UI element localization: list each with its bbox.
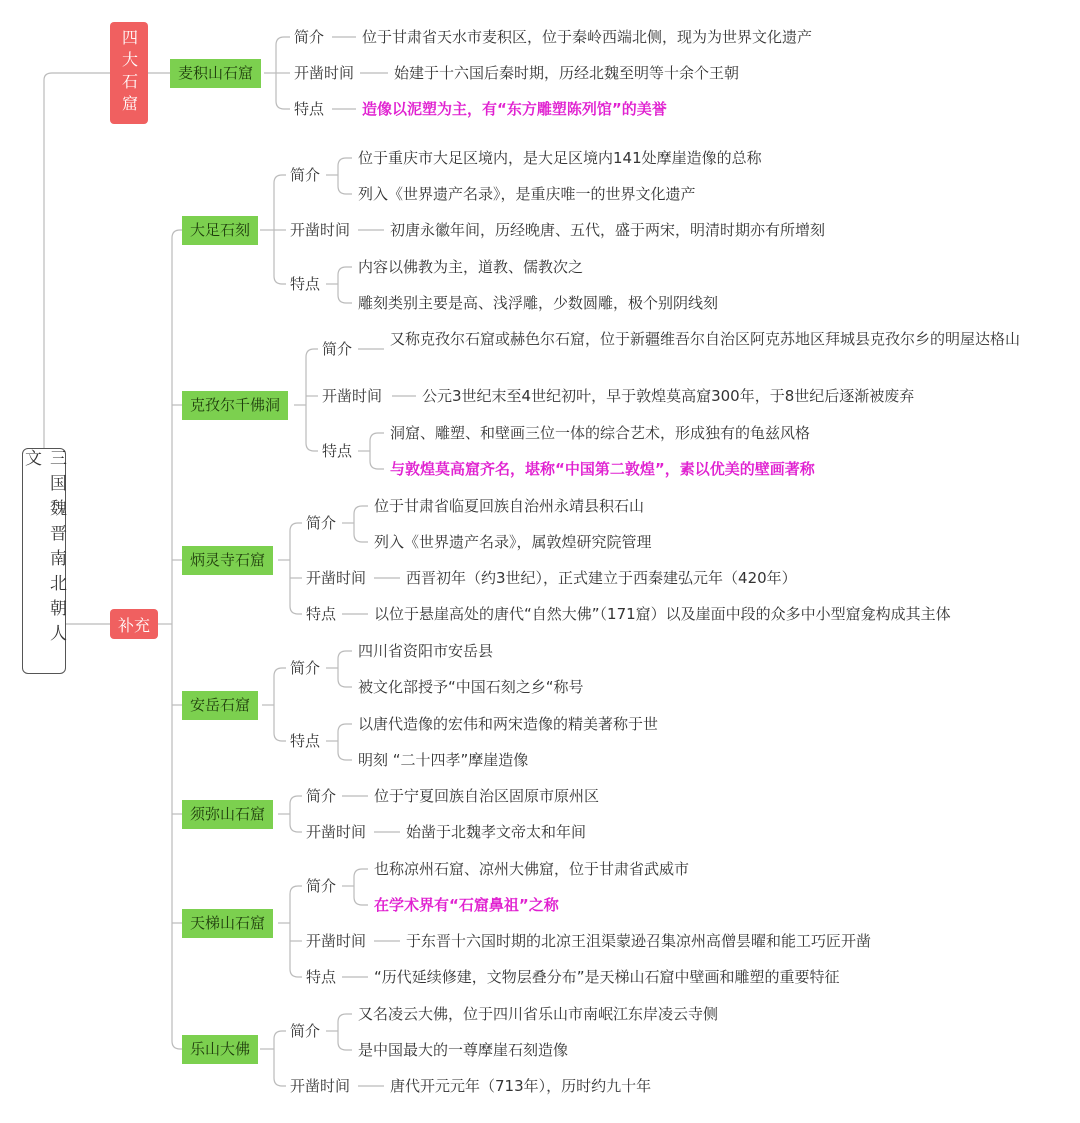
category-supplement[interactable] (110, 609, 158, 639)
site-info[interactable]: 始凿于北魏孝文帝太和年间 (406, 823, 587, 841)
site-info[interactable]: 四川省资阳市安岳县 (358, 642, 494, 660)
site-xumishan[interactable]: 须弥山石窟 (182, 800, 273, 829)
site-info[interactable]: 位于重庆市大足区境内，是大足区境内141处摩崖造像的总称 (358, 149, 762, 167)
site-info[interactable]: 唐代开元元年（713年），历时约九十年 (390, 1077, 652, 1095)
site-info[interactable]: “历代延续修建，文物层叠分布”是天梯山石窟中壁画和雕塑的重要特征 (374, 968, 840, 986)
site-info[interactable]: 以唐代造像的宏伟和两宋造像的精美著称于世 (358, 715, 659, 733)
label-feature[interactable]: 特点 (290, 275, 321, 293)
site-info-highlight[interactable]: 与敦煌莫高窟齐名，堪称“中国第二敦煌”，素以优美的壁画著称 (390, 460, 815, 478)
site-info[interactable]: 内容以佛教为主，道教、儒教次之 (358, 258, 584, 276)
category-label: 补充 (117, 615, 150, 635)
site-maijishan[interactable]: 麦积山石窟 (170, 59, 261, 88)
category-four-grottoes[interactable] (110, 22, 148, 124)
site-info[interactable]: 以位于悬崖高处的唐代“自然大佛”（171窟）以及崖面中段的众多中小型窟龛构成其主体 (374, 605, 951, 623)
label-feature[interactable]: 特点 (322, 442, 353, 460)
site-anyue[interactable]: 安岳石窟 (182, 691, 258, 720)
label-time[interactable]: 开凿时间 (306, 823, 367, 841)
label-time[interactable]: 开凿时间 (306, 932, 367, 950)
site-info[interactable]: 洞窟、雕塑、和壁画三位一体的综合艺术，形成独有的龟兹风格 (390, 424, 811, 442)
label-intro[interactable]: 简介 (322, 340, 353, 358)
site-kizil[interactable]: 克孜尔千佛洞 (182, 391, 288, 420)
site-info-highlight[interactable]: 造像以泥塑为主，有“东方雕塑陈列馆”的美誉 (362, 100, 667, 118)
site-tiantishan[interactable]: 天梯山石窟 (182, 909, 273, 938)
site-info[interactable]: 是中国最大的一尊摩崖石刻造像 (358, 1041, 569, 1059)
root-title: 三国魏晋南北朝人文 (21, 449, 66, 649)
site-leshan[interactable]: 乐山大佛 (182, 1035, 258, 1064)
label-intro[interactable]: 简介 (290, 659, 321, 677)
site-info-highlight[interactable]: 在学术界有“石窟鼻祖”之称 (374, 896, 559, 914)
site-info[interactable]: 又名凌云大佛，位于四川省乐山市南岷江东岸凌云寺侧 (358, 1005, 719, 1023)
site-info[interactable]: 始建于十六国后秦时期，历经北魏至明等十余个王朝 (394, 64, 740, 82)
site-info[interactable]: 列入《世界遗产名录》，属敦煌研究院管理 (374, 533, 652, 551)
site-info[interactable]: 雕刻类别主要是高、浅浮雕，少数圆雕，极个别阴线刻 (358, 294, 719, 312)
site-info[interactable]: 位于宁夏回族自治区固原市原州区 (374, 787, 600, 805)
site-info[interactable]: 列入《世界遗产名录》，是重庆唯一的世界文化遗产 (358, 185, 696, 203)
label-intro[interactable]: 简介 (290, 1022, 321, 1040)
label-feature[interactable]: 特点 (306, 968, 337, 986)
site-dazu[interactable]: 大足石刻 (182, 216, 258, 245)
site-info[interactable]: 西晋初年（约3世纪），正式建立于西秦建弘元年（420年） (406, 569, 797, 587)
site-info[interactable]: 于东晋十六国时期的北凉王沮渠蒙逊召集凉州高僧昙曜和能工巧匠开凿 (406, 932, 872, 950)
label-intro[interactable]: 简介 (306, 787, 337, 805)
site-bingling[interactable]: 炳灵寺石窟 (182, 546, 273, 575)
site-info[interactable]: 也称凉州石窟、凉州大佛窟，位于甘肃省武威市 (374, 860, 690, 878)
site-info[interactable]: 初唐永徽年间，历经晚唐、五代，盛于两宋，明清时期亦有所增刻 (390, 221, 826, 239)
site-info[interactable]: 明刻 “二十四孝”摩崖造像 (358, 751, 529, 769)
label-time[interactable]: 开凿时间 (306, 569, 367, 587)
site-info[interactable]: 被文化部授予“中国石刻之乡“称号 (358, 678, 584, 696)
label-intro[interactable]: 简介 (306, 514, 337, 532)
label-time[interactable]: 开凿时间 (294, 64, 355, 82)
label-intro[interactable]: 简介 (294, 28, 325, 46)
label-intro[interactable]: 简介 (290, 166, 321, 184)
category-label: 四大石窟 (119, 29, 139, 117)
root-topic[interactable] (22, 448, 66, 674)
label-intro[interactable]: 简介 (306, 877, 337, 895)
label-feature[interactable]: 特点 (290, 732, 321, 750)
label-time[interactable]: 开凿时间 (290, 221, 351, 239)
site-info[interactable]: 位于甘肃省临夏回族自治州永靖县积石山 (374, 497, 645, 515)
site-info[interactable]: 位于甘肃省天水市麦积区，位于秦岭西端北侧，现为为世界文化遗产 (362, 28, 813, 46)
label-feature[interactable]: 特点 (294, 100, 325, 118)
label-feature[interactable]: 特点 (306, 605, 337, 623)
site-info[interactable]: 又称克孜尔石窟或赫色尔石窟，位于新疆维吾尔自治区阿克苏地区拜城县克孜尔乡的明屋达格山 (390, 330, 1021, 348)
label-time[interactable]: 开凿时间 (322, 387, 383, 405)
label-time[interactable]: 开凿时间 (290, 1077, 351, 1095)
site-info[interactable]: 公元3世纪末至4世纪初叶，早于敦煌莫高窟300年，于8世纪后逐渐被废弃 (422, 387, 915, 405)
